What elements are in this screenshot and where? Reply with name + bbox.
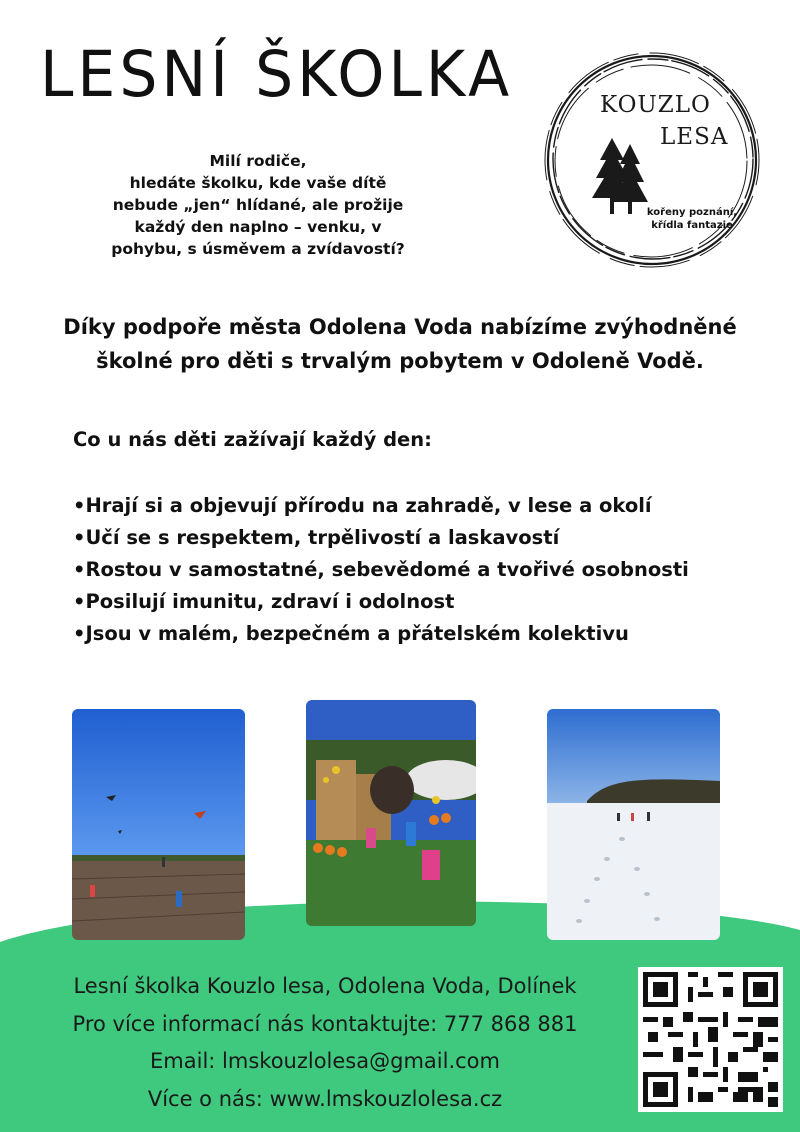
intro-line: pohybu, s úsměvem a zvídavostí? [111,240,405,258]
intro-line: Milí rodiče, [209,152,307,170]
list-item: •Hrají si a objevují přírodu na zahradě, v lese a okolí [73,494,652,517]
logo-word-lesa: LESA [660,124,729,150]
photo-pumpkin-display [306,700,476,926]
logo-circle-icon [540,48,765,273]
activities-list [73,490,689,650]
list-item: •Učí se s respektem, trpělivostí a laskavostí [73,526,560,549]
photo-snowy-field [547,709,720,940]
footer-address: Lesní školka Kouzlo lesa, Odolena Voda, Dolínek [73,974,577,998]
footer-phone[interactable]: Pro více informací nás kontaktujte: 777 868 881 [72,1011,578,1036]
logo-word-kouzlo: KOUZLO [600,92,711,118]
list-item: •Rostou v samostatné, sebevědomé a tvořivé osobnosti [73,558,689,581]
page-title: LESNÍ ŠKOLKA [40,38,514,112]
qr-code[interactable] [638,967,783,1112]
footer-website[interactable]: Více o nás: www.lmskouzlolesa.cz [147,1086,503,1111]
support-line: Díky podpoře města Odolena Voda nabízíme zvýhodněné [63,315,737,339]
qr-code-icon [638,967,783,1112]
list-heading: Co u nás děti zažívají každý den: [73,428,432,451]
logo-tagline [632,206,752,232]
pine-tree-icon [592,138,648,214]
intro-line: každý den naplno – venku, v [134,218,382,236]
footer-email[interactable]: Email: lmskouzlolesa@gmail.com [150,1049,500,1073]
intro-line: nebude „jen“ hlídané, ale prožije [112,196,404,214]
intro-line: hledáte školku, kde vaše dítě [129,174,387,192]
list-item: •Jsou v malém, bezpečném a přátelském kolektivu [73,622,629,645]
photo-kites-field [72,709,245,940]
city-support-notice [20,310,780,378]
logo-tagline-line: kořeny poznání, [646,207,738,218]
kouzlo-lesa-logo [540,48,765,273]
support-line: školné pro děti s trvalým pobytem v Odoleně Vodě. [96,349,704,373]
list-item: •Posilují imunitu, zdraví i odolnost [73,590,455,613]
contact-footer [20,968,630,1118]
logo-tagline-line: křídla fantazie [651,220,733,231]
intro-text [98,150,418,260]
